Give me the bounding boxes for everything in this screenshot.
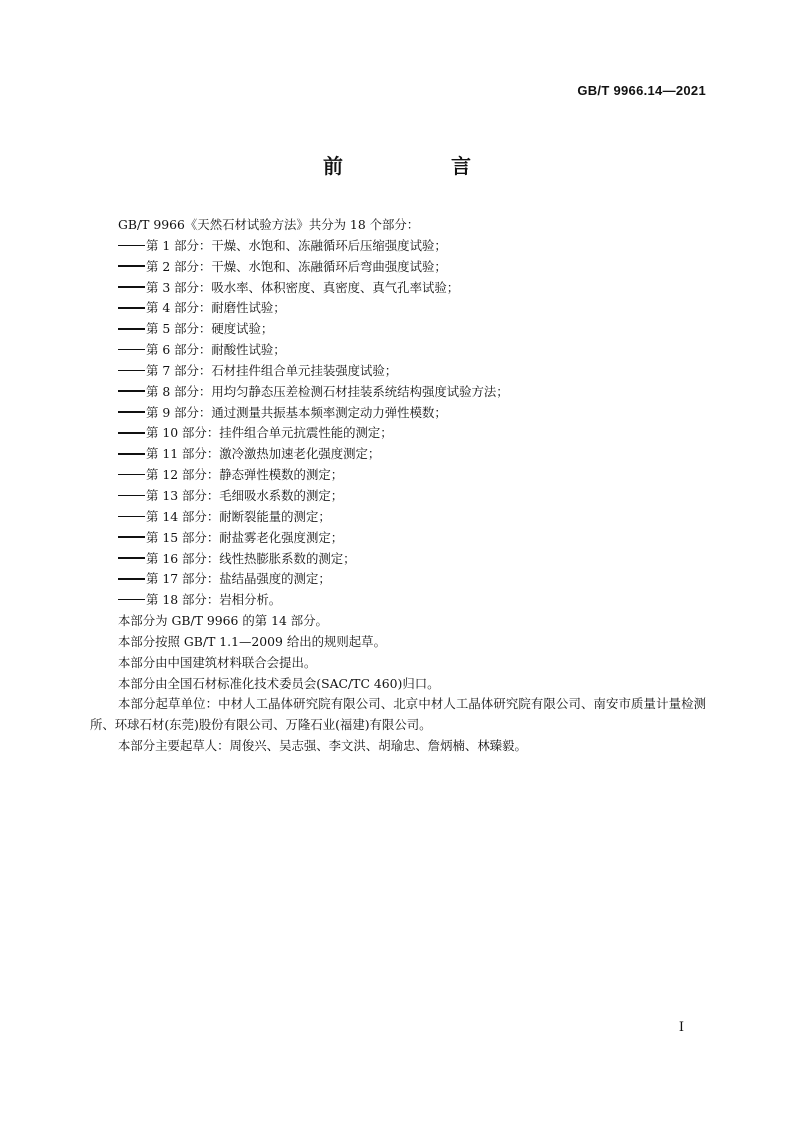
page-number: I [678,1020,684,1035]
part-text: 第 4 部分：耐磨性试验； [146,300,286,316]
part-text: 第 12 部分：静态弹性模数的测定； [146,467,344,483]
part-item [90,278,706,299]
em-dash-mark [118,349,145,351]
statement-part-number: 本部分为 GB/T 9966 的第 14 部分。 [118,613,328,629]
part-item [90,549,706,570]
statement-drafters: 本部分主要起草人：周俊兴、吴志强、李文洪、胡瑜忠、詹炳楠、林臻毅。 [118,738,527,754]
part-text: 第 1 部分：干燥、水饱和、冻融循环后压缩强度试验； [146,237,447,253]
part-item [90,298,706,319]
intro-line: GB/T 9966《天然石材试验方法》共分为 18 个部分： [118,217,420,232]
part-item [90,465,706,486]
em-dash-mark [118,432,145,434]
part-text: 第 13 部分：毛细吸水系数的测定； [146,487,344,503]
em-dash-mark [118,265,145,267]
part-item [90,257,706,278]
foreword-body [90,215,706,757]
part-text: 第 3 部分：吸水率、体积密度、真密度、真气孔率试验； [146,279,460,295]
statement-proposer: 本部分由中国建筑材料联合会提出。 [118,654,317,670]
part-text: 第 16 部分：线性热膨胀系数的测定； [146,550,356,566]
em-dash-mark [118,557,145,559]
part-item [90,361,706,382]
part-text: 第 8 部分：用均匀静态压差检测石材挂装系统结构强度试验方法； [146,383,509,399]
em-dash-mark [118,370,145,372]
em-dash-mark [118,411,145,413]
part-item [90,382,706,403]
part-text: 第 10 部分：挂件组合单元抗震性能的测定； [146,425,393,441]
em-dash-mark [118,495,145,497]
em-dash-mark [118,286,145,288]
part-text: 第 18 部分：岩相分析。 [146,592,282,608]
part-item [90,486,706,507]
part-item [90,528,706,549]
part-item [90,444,706,465]
part-text: 第 6 部分：耐酸性试验； [146,342,286,358]
statement-drafting-units: 本部分起草单位：中材人工晶体研究院有限公司、北京中材人工晶体研究院有限公司、南安市质量计量检测所、环球石材(东莞)股份有限公司、万隆石业(福建)有限公司。 [90,696,706,733]
em-dash-mark [118,536,145,538]
em-dash-mark [118,599,145,601]
parts-list [90,236,706,611]
page-title: 前 言 [323,154,515,178]
part-item [90,340,706,361]
em-dash-mark [118,390,145,392]
part-text: 第 11 部分：激冷激热加速老化强度测定； [146,446,381,462]
em-dash-mark [118,245,145,247]
em-dash-mark [118,453,145,455]
part-item [90,403,706,424]
part-text: 第 9 部分：通过测量共振基本频率测定动力弹性模数； [146,404,447,420]
part-item [90,236,706,257]
part-item [90,569,706,590]
em-dash-mark [118,474,145,476]
part-text: 第 15 部分：耐盐雾老化强度测定； [146,529,344,545]
em-dash-mark [118,578,145,580]
statement-drafting-rules: 本部分按照 GB/T 1.1—2009 给出的规则起草。 [118,633,386,649]
part-text: 第 5 部分：硬度试验； [146,321,274,337]
part-item [90,590,706,611]
part-text: 第 2 部分：干燥、水饱和、冻融循环后弯曲强度试验； [146,258,447,274]
em-dash-mark [118,328,145,330]
em-dash-mark [118,307,145,309]
part-text: 第 14 部分：耐断裂能量的测定； [146,508,331,524]
em-dash-mark [118,516,145,518]
part-text: 第 7 部分：石材挂件组合单元挂装强度试验； [146,362,398,378]
standard-code: GB/T 9966.14—2021 [577,83,706,98]
part-text: 第 17 部分：盐结晶强度的测定； [146,571,331,587]
statement-committee: 本部分由全国石材标准化技术委员会(SAC/TC 460)归口。 [118,675,440,691]
part-item [90,423,706,444]
part-item [90,319,706,340]
part-item [90,507,706,528]
